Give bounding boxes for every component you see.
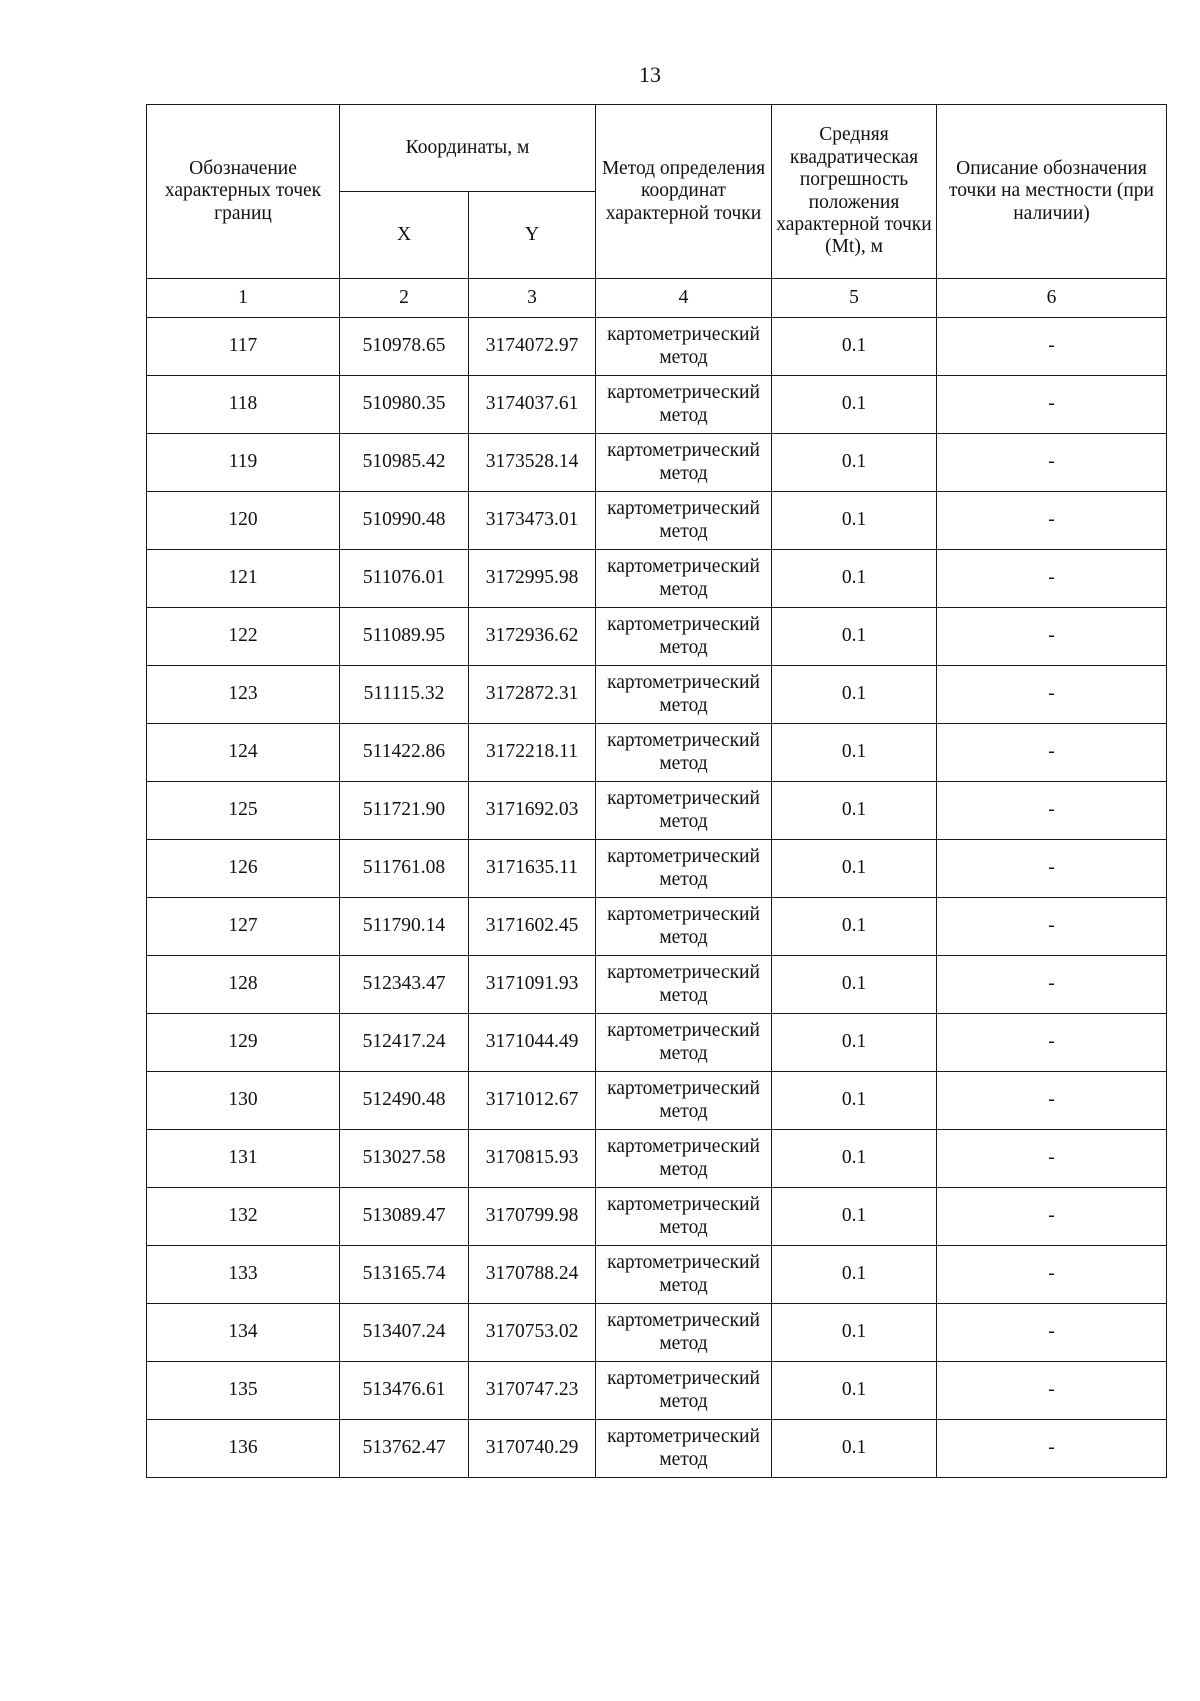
method-text: метод [659,1158,708,1180]
cell-y: 3170799.98 [469,1188,596,1246]
cell-method [596,434,772,492]
method-text: картометрический [607,1310,760,1332]
cell-y: 3172872.31 [469,666,596,724]
cell-x: 510980.35 [340,376,469,434]
table-row [147,434,1167,492]
cell-y: 3170740.29 [469,1420,596,1478]
cell-method [596,1188,772,1246]
cell-method [596,1130,772,1188]
cell-error: 0.1 [772,1188,937,1246]
cell-error: 0.1 [772,1420,937,1478]
method-text: картометрический [607,846,760,868]
method-text: метод [659,1216,708,1238]
method-text: метод [659,1100,708,1122]
cell-point: 119 [147,434,340,492]
header-method: Метод определения координат характерной точки [596,105,772,279]
cell-x: 513476.61 [340,1362,469,1420]
method-text: картометрический [607,382,760,404]
cell-y: 3173528.14 [469,434,596,492]
cell-method [596,318,772,376]
method-text: метод [659,752,708,774]
cell-error: 0.1 [772,1130,937,1188]
table-row [147,898,1167,956]
cell-point: 133 [147,1246,340,1304]
cell-description: - [937,550,1167,608]
cell-point: 121 [147,550,340,608]
cell-x: 512490.48 [340,1072,469,1130]
cell-error: 0.1 [772,608,937,666]
method-text: метод [659,636,708,658]
table-row [147,1362,1167,1420]
table-body [147,318,1167,1478]
cell-error: 0.1 [772,434,937,492]
column-number: 1 [147,279,340,318]
cell-description: - [937,1420,1167,1478]
cell-point: 122 [147,608,340,666]
method-text: метод [659,694,708,716]
method-text: картометрический [607,1020,760,1042]
cell-description: - [937,898,1167,956]
method-text: метод [659,1274,708,1296]
table-row [147,956,1167,1014]
header-error: Средняя квадратическая погрешность положения характерной точки (Mt), м [772,105,937,279]
cell-x: 511422.86 [340,724,469,782]
cell-method [596,608,772,666]
cell-y: 3172218.11 [469,724,596,782]
method-text: метод [659,984,708,1006]
cell-x: 510978.65 [340,318,469,376]
cell-y: 3171602.45 [469,898,596,956]
cell-x: 513165.74 [340,1246,469,1304]
cell-error: 0.1 [772,840,937,898]
cell-x: 512343.47 [340,956,469,1014]
cell-error: 0.1 [772,898,937,956]
method-text: картометрический [607,904,760,926]
cell-y: 3170815.93 [469,1130,596,1188]
method-text: метод [659,346,708,368]
cell-description: - [937,724,1167,782]
cell-error: 0.1 [772,1304,937,1362]
header-coordinates: Координаты, м [340,105,596,192]
cell-method [596,550,772,608]
table-row [147,1014,1167,1072]
header-y: Y [469,192,596,279]
cell-y: 3170788.24 [469,1246,596,1304]
method-text: метод [659,404,708,426]
method-text: картометрический [607,440,760,462]
method-text: картометрический [607,1368,760,1390]
table-row [147,608,1167,666]
cell-y: 3172995.98 [469,550,596,608]
cell-x: 513762.47 [340,1420,469,1478]
cell-point: 128 [147,956,340,1014]
cell-y: 3171635.11 [469,840,596,898]
table-row [147,782,1167,840]
cell-x: 511790.14 [340,898,469,956]
method-text: метод [659,520,708,542]
cell-y: 3171044.49 [469,1014,596,1072]
table-row [147,376,1167,434]
cell-y: 3172936.62 [469,608,596,666]
table-row [147,1304,1167,1362]
table-row [147,1246,1167,1304]
column-number: 5 [772,279,937,318]
method-text: картометрический [607,1252,760,1274]
cell-error: 0.1 [772,724,937,782]
method-text: картометрический [607,498,760,520]
column-number: 3 [469,279,596,318]
cell-description: - [937,1304,1167,1362]
cell-description: - [937,1072,1167,1130]
cell-description: - [937,1246,1167,1304]
method-text: картометрический [607,1426,760,1448]
method-text: картометрический [607,556,760,578]
cell-error: 0.1 [772,550,937,608]
method-text: метод [659,1390,708,1412]
cell-method [596,376,772,434]
cell-y: 3170753.02 [469,1304,596,1362]
column-number: 4 [596,279,772,318]
header-point-designation: Обозначение характерных точек границ [147,105,340,279]
cell-description: - [937,840,1167,898]
cell-error: 0.1 [772,956,937,1014]
table-row [147,492,1167,550]
method-text: картометрический [607,1194,760,1216]
header-description: Описание обозначения точки на местности (при наличии) [937,105,1167,279]
cell-point: 117 [147,318,340,376]
cell-method [596,724,772,782]
table-row [147,550,1167,608]
cell-method [596,956,772,1014]
cell-method [596,898,772,956]
cell-x: 510990.48 [340,492,469,550]
cell-y: 3173473.01 [469,492,596,550]
cell-point: 126 [147,840,340,898]
cell-method [596,1304,772,1362]
method-text: картометрический [607,324,760,346]
cell-x: 513027.58 [340,1130,469,1188]
cell-point: 131 [147,1130,340,1188]
cell-method [596,1362,772,1420]
cell-x: 511115.32 [340,666,469,724]
cell-point: 118 [147,376,340,434]
table-row [147,840,1167,898]
cell-method [596,1420,772,1478]
column-number-row [147,279,1167,318]
method-text: метод [659,462,708,484]
cell-y: 3171692.03 [469,782,596,840]
cell-description: - [937,492,1167,550]
column-number: 2 [340,279,469,318]
method-text: картометрический [607,672,760,694]
method-text: метод [659,1448,708,1470]
method-text: картометрический [607,962,760,984]
method-text: картометрический [607,788,760,810]
cell-x: 511721.90 [340,782,469,840]
cell-error: 0.1 [772,666,937,724]
method-text: метод [659,810,708,832]
cell-description: - [937,1362,1167,1420]
cell-description: - [937,376,1167,434]
table-header [147,105,1167,318]
cell-x: 511089.95 [340,608,469,666]
method-text: метод [659,578,708,600]
cell-description: - [937,666,1167,724]
cell-description: - [937,1188,1167,1246]
method-text: метод [659,1042,708,1064]
cell-point: 123 [147,666,340,724]
cell-error: 0.1 [772,1014,937,1072]
column-number: 6 [937,279,1167,318]
cell-x: 513407.24 [340,1304,469,1362]
cell-method [596,666,772,724]
cell-point: 125 [147,782,340,840]
table-row [147,1130,1167,1188]
cell-error: 0.1 [772,376,937,434]
cell-x: 510985.42 [340,434,469,492]
table-row [147,1188,1167,1246]
cell-method [596,492,772,550]
cell-y: 3174037.61 [469,376,596,434]
cell-x: 512417.24 [340,1014,469,1072]
cell-point: 129 [147,1014,340,1072]
cell-description: - [937,1130,1167,1188]
page-number: 13 [639,62,661,87]
cell-point: 132 [147,1188,340,1246]
cell-point: 136 [147,1420,340,1478]
method-text: метод [659,926,708,948]
method-text: картометрический [607,730,760,752]
cell-method [596,782,772,840]
cell-description: - [937,608,1167,666]
cell-error: 0.1 [772,492,937,550]
method-text: картометрический [607,1078,760,1100]
table-row [147,1420,1167,1478]
cell-error: 0.1 [772,782,937,840]
boundary-points-table [146,104,1167,1478]
cell-method [596,1072,772,1130]
table-row [147,666,1167,724]
cell-description: - [937,782,1167,840]
cell-x: 511761.08 [340,840,469,898]
method-text: картометрический [607,614,760,636]
cell-description: - [937,318,1167,376]
cell-y: 3174072.97 [469,318,596,376]
method-text: метод [659,868,708,890]
cell-x: 513089.47 [340,1188,469,1246]
cell-point: 120 [147,492,340,550]
cell-method [596,1014,772,1072]
cell-point: 130 [147,1072,340,1130]
cell-method [596,1246,772,1304]
cell-point: 124 [147,724,340,782]
table-row [147,318,1167,376]
cell-error: 0.1 [772,1362,937,1420]
cell-y: 3171091.93 [469,956,596,1014]
cell-point: 135 [147,1362,340,1420]
table-row [147,724,1167,782]
cell-error: 0.1 [772,318,937,376]
cell-description: - [937,956,1167,1014]
cell-y: 3171012.67 [469,1072,596,1130]
cell-error: 0.1 [772,1072,937,1130]
method-text: картометрический [607,1136,760,1158]
cell-error: 0.1 [772,1246,937,1304]
method-text: метод [659,1332,708,1354]
cell-method [596,840,772,898]
cell-y: 3170747.23 [469,1362,596,1420]
header-x: X [340,192,469,279]
table-row [147,1072,1167,1130]
cell-description: - [937,1014,1167,1072]
cell-point: 127 [147,898,340,956]
cell-x: 511076.01 [340,550,469,608]
cell-description: - [937,434,1167,492]
cell-point: 134 [147,1304,340,1362]
